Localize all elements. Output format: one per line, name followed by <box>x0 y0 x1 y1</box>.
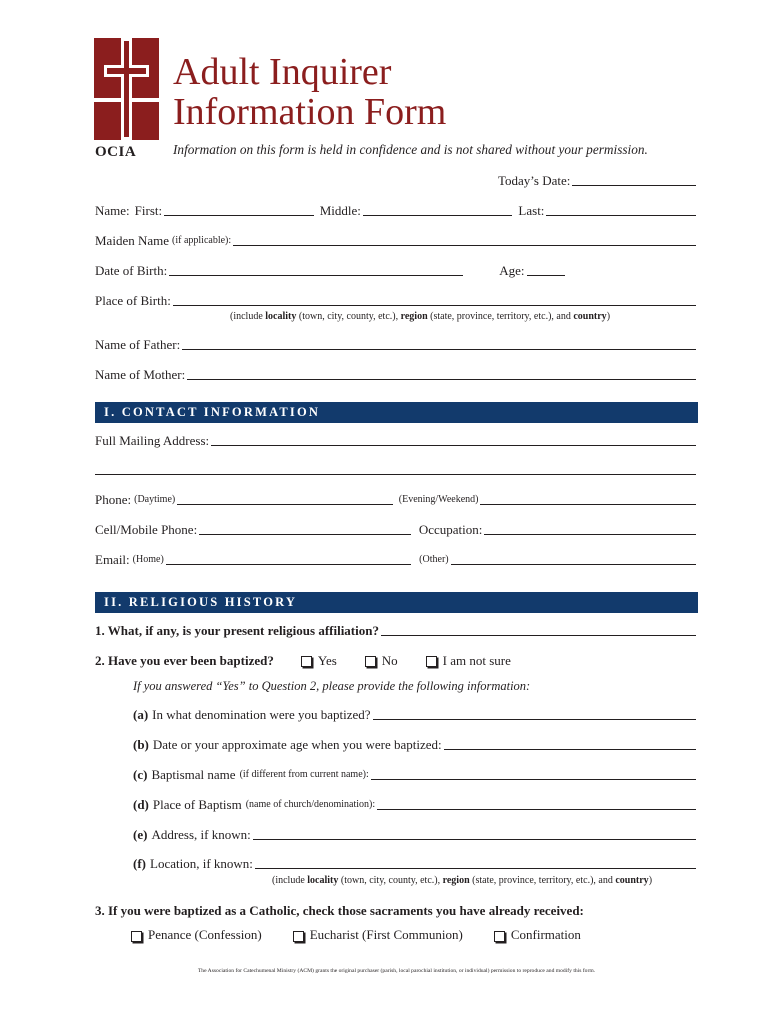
mother-label: Name of Mother: <box>95 367 186 382</box>
item-b-text: Date or your approximate age when you were baptized: <box>152 737 442 752</box>
phone-evening-field[interactable] <box>480 493 696 505</box>
checkbox-icon[interactable] <box>426 656 437 667</box>
copyright-footer: The Association for Catechumenal Ministry (ACM) grants the original purchaser (parish, local parochial institution, or individual) permission to reproduce and modify this form. <box>197 968 596 974</box>
ocia-logo <box>94 38 159 140</box>
church-address-field[interactable] <box>253 828 696 840</box>
address-field-1[interactable] <box>211 434 696 446</box>
maiden-name-note: (if applicable): <box>172 235 232 246</box>
cell-field[interactable] <box>199 523 411 535</box>
maiden-name-field[interactable] <box>233 234 696 246</box>
pob-field[interactable] <box>173 294 696 306</box>
middle-name-field[interactable] <box>363 204 513 216</box>
age-field[interactable] <box>527 264 565 276</box>
item-f-row: (f) Location, if known: <box>133 856 698 871</box>
item-c-text: Baptismal name <box>151 767 236 782</box>
address-row <box>95 433 698 448</box>
email-home-note: (Home) <box>132 554 164 565</box>
address-label: Full Mailing Address: <box>95 433 210 448</box>
baptism-place-field[interactable] <box>377 798 696 810</box>
question-1-text: 1. What, if any, is your present religious affiliation? <box>95 623 379 638</box>
checkbox-icon[interactable] <box>494 931 505 942</box>
affiliation-field[interactable] <box>381 624 696 636</box>
form-title-line2: Information Form <box>173 91 447 133</box>
sacrament-confirmation[interactable]: Confirmation <box>494 927 581 943</box>
phone-row <box>95 492 698 507</box>
item-d-row: (d) Place of Baptism (name of church/denomination): <box>133 797 698 812</box>
sacrament-penance[interactable]: Penance (Confession) <box>131 927 262 943</box>
email-label: Email: <box>95 552 130 567</box>
item-d-note: (name of church/denomination): <box>245 799 376 810</box>
cell-row <box>95 522 698 537</box>
first-name-label: First: <box>134 203 163 218</box>
pob-row <box>95 293 698 308</box>
middle-name-label: Middle: <box>319 203 361 218</box>
option-not-sure[interactable]: I am not sure <box>426 653 511 668</box>
pob-instructions: (include locality (town, city, county, etc.), region (state, province, territory, etc.), and country) <box>230 311 611 322</box>
father-name-field[interactable] <box>182 338 696 350</box>
father-label: Name of Father: <box>95 337 181 352</box>
mother-name-field[interactable] <box>187 368 696 380</box>
todays-date-label: Today’s Date: <box>498 173 571 188</box>
item-c-row: (c) Baptismal name (if different from current name): <box>133 767 698 782</box>
item-f-text: Location, if known: <box>150 856 253 871</box>
question-3-text: 3. If you were baptized as a Catholic, check those sacraments you have already received: <box>95 903 584 918</box>
baptismal-name-field[interactable] <box>371 768 696 780</box>
phone-label: Phone: <box>95 492 132 507</box>
father-row <box>95 337 698 352</box>
last-name-label: Last: <box>518 203 545 218</box>
confidentiality-note: Information on this form is held in confidence and is not shared without your permission. <box>173 142 648 157</box>
checkbox-icon[interactable] <box>365 656 376 667</box>
question-2-row <box>95 653 698 668</box>
logo-text: OCIA <box>95 144 137 160</box>
item-a-text: In what denomination were you baptized? <box>152 707 371 722</box>
pob-label: Place of Birth: <box>95 293 171 308</box>
cross-logo-icon <box>94 38 159 140</box>
name-row <box>95 203 698 218</box>
item-b-row: (b) Date or your approximate age when you were baptized: <box>133 737 698 752</box>
sacrament-options <box>131 927 698 943</box>
dob-field[interactable] <box>169 264 463 276</box>
question-1-row <box>95 623 698 638</box>
checkbox-icon[interactable] <box>301 656 312 667</box>
email-other-field[interactable] <box>451 553 696 565</box>
occupation-label: Occupation: <box>418 522 483 537</box>
denomination-field[interactable] <box>373 708 696 720</box>
phone-evening-note: (Evening/Weekend) <box>398 494 479 505</box>
option-no[interactable]: No <box>365 653 398 668</box>
checkbox-icon[interactable] <box>293 931 304 942</box>
maiden-name-row <box>95 233 698 248</box>
phone-day-field[interactable] <box>177 493 393 505</box>
age-label: Age: <box>499 263 525 278</box>
phone-day-note: (Daytime) <box>134 494 176 505</box>
first-name-field[interactable] <box>164 204 314 216</box>
item-a-row: (a) In what denomination were you baptized? <box>133 707 698 722</box>
maiden-name-label: Maiden Name <box>95 233 170 248</box>
sacrament-eucharist[interactable]: Eucharist (First Communion) <box>293 927 463 943</box>
email-home-field[interactable] <box>166 553 411 565</box>
dob-label: Date of Birth: <box>95 263 168 278</box>
address-field-2[interactable] <box>95 463 696 475</box>
question-2-instruction: If you answered “Yes” to Question 2, please provide the following information: <box>133 679 531 693</box>
dob-row <box>95 263 698 278</box>
item-c-note: (if different from current name): <box>239 769 369 780</box>
option-yes[interactable]: Yes <box>301 653 337 668</box>
religious-section-header: II. RELIGIOUS HISTORY <box>95 592 698 613</box>
question-2-text: 2. Have you ever been baptized? <box>95 653 274 668</box>
address-row-2 <box>95 463 698 477</box>
mother-row <box>95 367 698 382</box>
cell-label: Cell/Mobile Phone: <box>95 522 198 537</box>
church-location-field[interactable] <box>255 857 696 869</box>
checkbox-icon[interactable] <box>131 931 142 942</box>
name-label: Name: <box>95 203 130 218</box>
todays-date-row <box>498 173 698 188</box>
last-name-field[interactable] <box>546 204 696 216</box>
item-e-text: Address, if known: <box>151 827 251 842</box>
email-other-note: (Other) <box>419 554 449 565</box>
email-row <box>95 552 698 567</box>
item-e-row: (e) Address, if known: <box>133 827 698 842</box>
todays-date-field[interactable] <box>572 174 696 186</box>
contact-section-header: I. CONTACT INFORMATION <box>95 402 698 423</box>
occupation-field[interactable] <box>484 523 696 535</box>
baptism-date-field[interactable] <box>444 738 696 750</box>
item-d-text: Place of Baptism <box>152 797 242 812</box>
location-instructions: (include locality (town, city, county, etc.), region (state, province, territory, etc.), and country) <box>272 875 653 886</box>
form-title-line1: Adult Inquirer <box>173 51 392 93</box>
